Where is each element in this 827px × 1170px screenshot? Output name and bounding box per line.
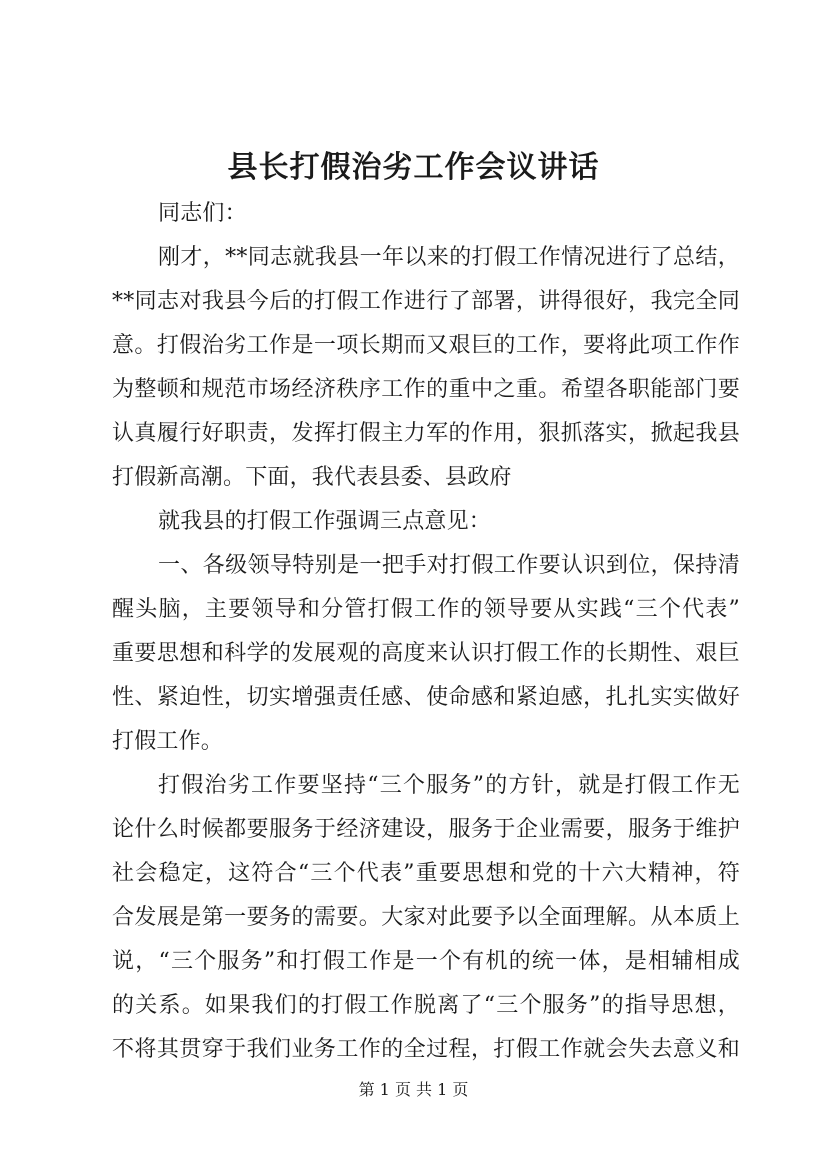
body-line: 一、各级领导特别是一把手对打假工作要认识到位，保持清 (158, 553, 740, 578)
document-title: 县长打假治劣工作会议讲话 (227, 150, 600, 185)
body-line: **同志对我县今后的打假工作进行了部署，讲得很好，我完全同 (112, 289, 740, 314)
body-line: 打假工作。 (112, 729, 224, 754)
body-line: 认真履行好职责，发挥打假主力军的作用，狠抓落实，掀起我县 (112, 421, 740, 446)
body-line: 论什么时候都要服务于经济建设，服务于企业需要，服务于维护 (112, 817, 740, 842)
body-line: 性、紧迫性，切实增强责任感、使命感和紧迫感，扎扎实实做好 (112, 685, 740, 710)
body-line: 为整顿和规范市场经济秩序工作的重中之重。希望各职能部门要 (112, 377, 740, 402)
body-line: 不将其贯穿于我们业务工作的全过程，打假工作就会失去意义和 (112, 1037, 740, 1062)
body-line: 醒头脑，主要领导和分管打假工作的领导要从实践“三个代表” (112, 597, 740, 622)
body-line: 打假治劣工作要坚持“三个服务”的方针，就是打假工作无 (158, 773, 740, 798)
body-line: 打假新高潮。下面，我代表县委、县政府 (112, 465, 512, 490)
document-body (112, 192, 740, 1072)
body-line: 重要思想和科学的发展观的高度来认识打假工作的长期性、艰巨 (112, 641, 740, 666)
body-line: 合发展是第一要务的需要。大家对此要予以全面理解。从本质上 (112, 905, 740, 930)
body-line: 刚才，**同志就我县一年以来的打假工作情况进行了总结， (158, 245, 740, 270)
body-line: 意。打假治劣工作是一项长期而又艰巨的工作，要将此项工作作 (112, 333, 740, 358)
body-line: 社会稳定，这符合“三个代表”重要思想和党的十六大精神，符 (112, 861, 740, 886)
body-line: 就我县的打假工作强调三点意见： (158, 509, 492, 534)
body-line: 说，“三个服务”和打假工作是一个有机的统一体，是相辅相成 (112, 949, 740, 974)
salutation-line: 同志们： (158, 201, 247, 226)
page-number-footer: 第 1 页 共 1 页 (358, 1080, 469, 1099)
body-line: 的关系。如果我们的打假工作脱离了“三个服务”的指导思想， (112, 993, 740, 1018)
